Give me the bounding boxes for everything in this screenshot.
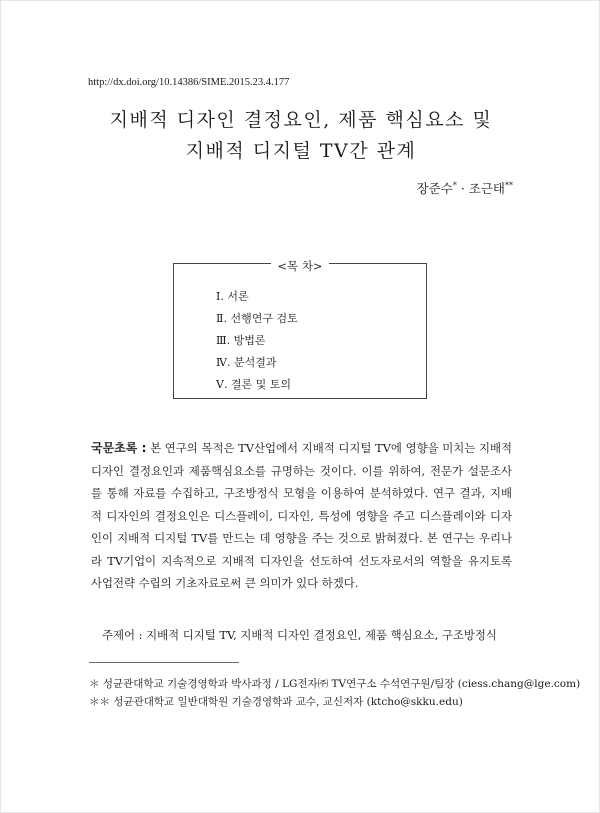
toc-item-results: Ⅳ. 분석결과 — [216, 356, 277, 369]
title-line-1: 지배적 디자인 결정요인, 제품 핵심요소 및 — [109, 109, 493, 131]
abstract-label: 국문초록 : — [91, 441, 147, 455]
toc-item-method: Ⅲ. 방법론 — [216, 334, 266, 347]
toc-heading-wrap — [174, 255, 426, 274]
table-of-contents — [173, 259, 427, 399]
keywords: 주제어 : 지배적 디지털 TV, 지배적 디자인 결정요인, 제품 핵심요소, 구조방정식 — [102, 628, 497, 642]
toc-heading: <목 차> — [271, 259, 328, 273]
abstract — [91, 437, 512, 595]
toc-list — [216, 286, 298, 396]
title-line-2: 지배적 디지털 TV간 관계 — [185, 140, 417, 162]
toc-item-conclusion: Ⅴ. 결론 및 토의 — [216, 378, 292, 391]
footnote-2: ＊＊ 성균관대학교 일반대학원 기술경영학과 교수, 교신저자 (ktcho@skku.edu) — [89, 696, 463, 708]
author-line — [417, 179, 513, 197]
footnote-1: ＊ 성균관대학교 기술경영학과 박사과정 / LG전자㈜ TV연구소 수석연구원/팀장 (ciess.chang@lge.com) — [89, 678, 581, 690]
author-2-name: 조근태 — [468, 181, 505, 196]
author-1-name: 장준수 — [416, 181, 453, 196]
doi-link[interactable]: http://dx.doi.org/10.14386/SIME.2015.23.4.177 — [88, 77, 290, 88]
toc-item-literature: Ⅱ. 선행연구 검토 — [216, 312, 298, 325]
footnote-divider — [89, 662, 239, 663]
author-2-mark: ** — [505, 180, 513, 190]
toc-item-intro: Ⅰ. 서론 — [216, 290, 249, 303]
abstract-text: 본 연구의 목적은 TV산업에서 지배적 디지털 TV에 영향을 미치는 지배적 디자인 결정요인과 제품핵심요소를 규명하는 것이다. 이를 위하여, 전문가 설문조사를 통해 자료를 수집하고, 구조방정식 모형을 이용하여 분석하였다. 연구 결과, 지배적 디자인의 결정요인은 디스플레이, 디자인, 특성에 영향을 주고 디스플레이와 디자인이 지배적 디지털 TV를 만드는 데 영향을 주는 것으로 밝혀졌다. 본 연구는 우리나라 TV기업이 지속적으로 지배적 디자인을 선도하여 선도자로서의 역할을 유지토록 사업전략 수립의 기초자료로써 큰 의미가 있다 하겠다. — [91, 441, 512, 590]
author-1-mark: * — [452, 180, 457, 190]
author-separator: · — [456, 181, 469, 196]
